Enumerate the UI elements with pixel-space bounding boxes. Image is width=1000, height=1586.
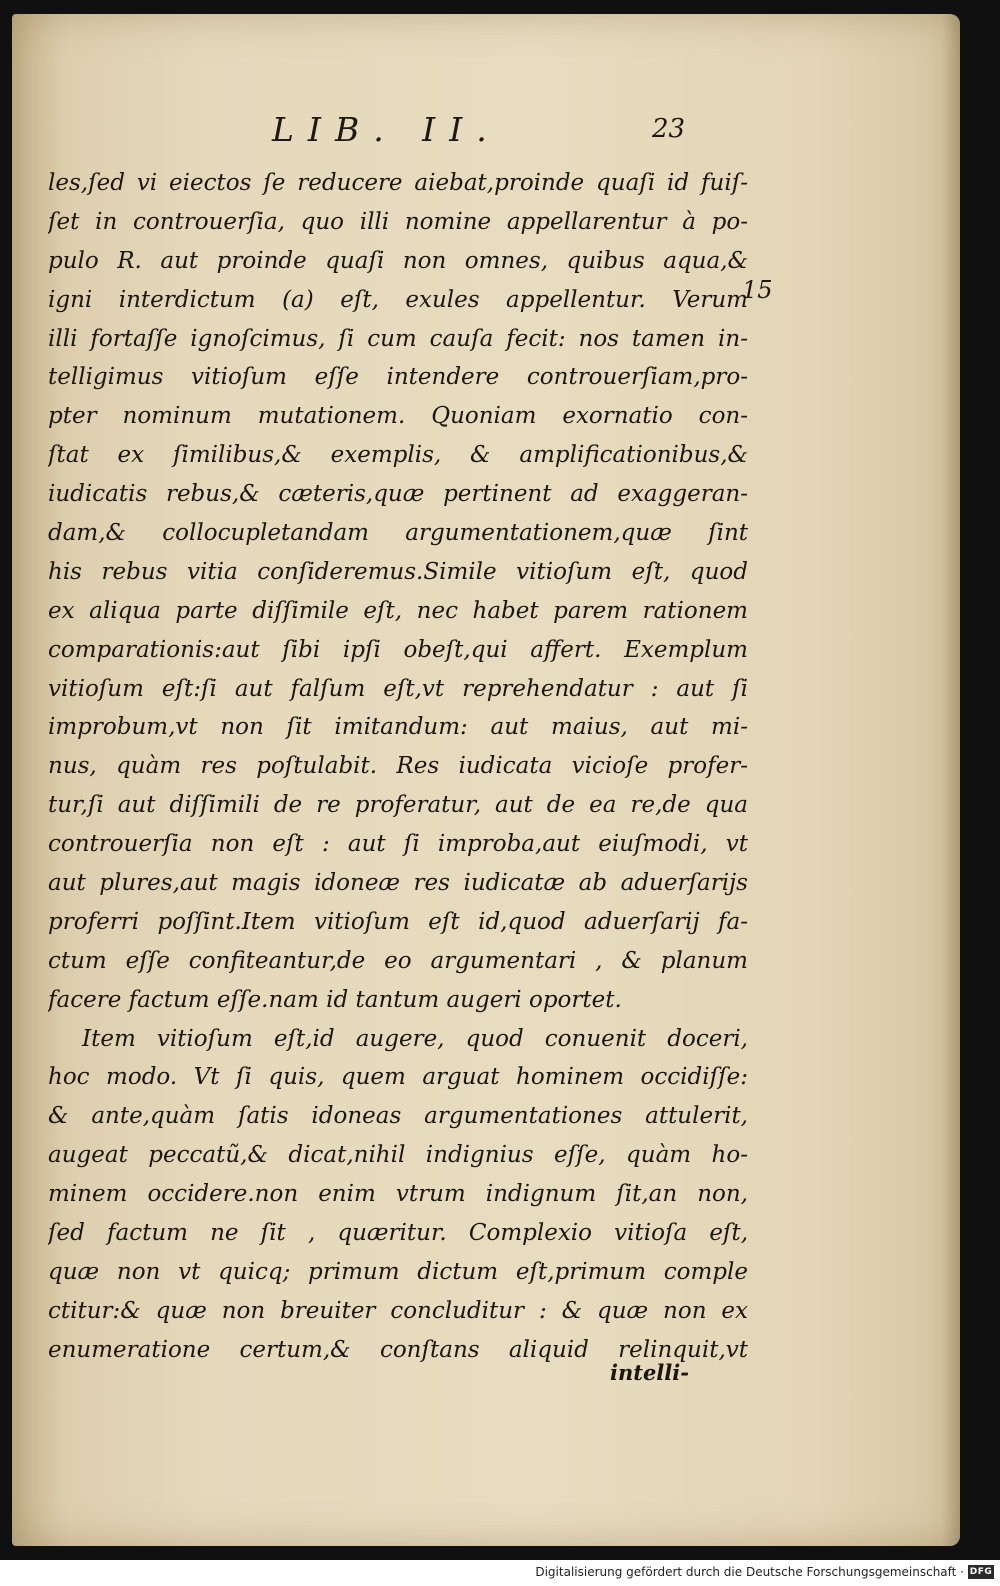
text-line: ex aliqua parte diſſimile eſt, nec habet parem rationem bbox=[48, 597, 748, 624]
text-line: improbum,vt non ſit imitandum: aut maius, aut mi- bbox=[48, 714, 748, 741]
text-line: ctitur:& quæ non breuiter concluditur : & quæ non ex bbox=[48, 1297, 748, 1324]
text-line: ſet in controuerſia, quo illi nomine appellarentur à po- bbox=[48, 208, 748, 235]
text-line: & ante,quàm ſatis idoneas argumentationes attulerit, bbox=[48, 1103, 748, 1130]
text-line: facere factum eſſe.nam id tantum augeri oportet. bbox=[48, 986, 622, 1013]
text-line: comparationis:aut ſibi ipſi obeſt,qui affert. Exemplum bbox=[48, 636, 748, 663]
text-line: enumeratione certum,& conſtans aliquid relinquit,vt bbox=[48, 1336, 748, 1363]
text-line: hoc modo. Vt ſi quis, quem arguat hominem occidiſſe: bbox=[48, 1064, 748, 1091]
text-line: tur,ſi aut diſſimili de re proferatur, aut de ea re,de qua bbox=[48, 792, 748, 819]
digitization-footer bbox=[0, 1560, 1000, 1586]
text-line: his rebus vitia conſideremus.Simile vitioſum eſt, quod bbox=[48, 558, 748, 585]
margin-line-number: 15 bbox=[742, 276, 773, 304]
text-line: pulo R. aut proinde quaſi non omnes, quibus aqua,& bbox=[48, 247, 748, 274]
catchword: intelli- bbox=[610, 1360, 689, 1385]
text-line: aut plures,aut magis idoneæ res iudicatæ ab aduerſarijs bbox=[48, 870, 748, 897]
text-line: quæ non vt quicq; primum dictum eſt,primum comple bbox=[48, 1258, 748, 1285]
text-line: ctum eſſe confiteantur,de eo argumentari , & planum bbox=[48, 947, 748, 974]
text-line: nus, quàm res poſtulabit. Res iudicata vicioſe profer- bbox=[48, 753, 748, 780]
paragraph-start-line: Item vitioſum eſt,id augere, quod conuenit doceri, bbox=[82, 1025, 748, 1052]
text-line: illi fortaſſe ignoſcimus, ſi cum cauſa fecit: nos tamen in- bbox=[48, 325, 748, 352]
text-line: telligimus vitioſum eſſe intendere controuerſiam,pro- bbox=[48, 364, 748, 391]
footer-credit-text: Digitalisierung gefördert durch die Deutsche Forschungsgemeinschaft · bbox=[535, 1565, 964, 1579]
text-line: pter nominum mutationem. Quoniam exornatio con- bbox=[48, 403, 748, 430]
text-line: proferri poſſint.Item vitioſum eſt id,quod aduerſarij fa- bbox=[48, 908, 748, 935]
text-line: ſed factum ne ſit , quæritur. Complexio vitioſa eſt, bbox=[48, 1220, 748, 1247]
running-title: LIB. II. bbox=[272, 110, 501, 149]
page-header bbox=[12, 110, 960, 154]
text-line: les,ſed vi eiectos ſe reducere aiebat,proinde quaſi id fuiſ- bbox=[48, 170, 748, 196]
body-text bbox=[48, 164, 748, 1370]
text-line: dam,& collocupletandam argumentationem,quæ ſint bbox=[48, 520, 748, 547]
text-line: ſtat ex ſimilibus,& exemplis, & amplificationibus,& bbox=[48, 442, 748, 469]
text-line: iudicatis rebus,& cæteris,quæ pertinent ad exaggeran- bbox=[48, 481, 748, 508]
text-line: igni interdictum (a) eſt, exules appellentur. Verum bbox=[48, 286, 748, 313]
text-line: augeat peccatũ,& dicat,nihil indignius eſſe, quàm ho- bbox=[48, 1142, 748, 1169]
page-edge-shadow bbox=[942, 14, 960, 1546]
page-number: 23 bbox=[652, 114, 686, 144]
text-line: minem occidere.non enim vtrum indignum ſit,an non, bbox=[48, 1181, 748, 1208]
text-line: controuerſia non eſt : aut ſi improba,aut eiuſmodi, vt bbox=[48, 831, 748, 858]
book-page bbox=[12, 14, 960, 1546]
dfg-logo-icon: DFG bbox=[969, 1567, 993, 1577]
text-line: vitioſum eſt:ſi aut falſum eſt,vt reprehendatur : aut ſi bbox=[48, 675, 748, 702]
